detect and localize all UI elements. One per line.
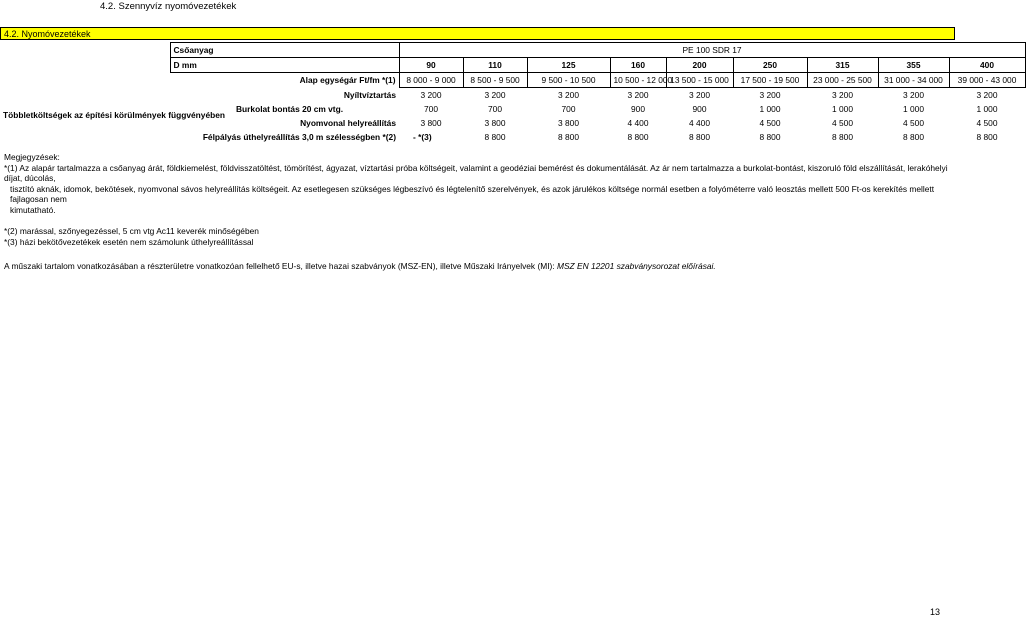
extra-cell: 1 000 [903, 104, 924, 114]
base-price-cell: 17 500 - 19 500 [733, 73, 807, 88]
extra-row-label: Nyíltvíztartás [343, 89, 396, 100]
extra-cell: 4 500 [832, 118, 853, 128]
extra-cell: 3 200 [976, 90, 998, 100]
extra-cell: 900 [631, 104, 645, 114]
extra-cell: 3 200 [420, 90, 442, 100]
standards-note [4, 261, 954, 272]
extra-cell: 8 800 [832, 132, 853, 142]
material-value: PE 100 SDR 17 [399, 43, 1025, 58]
extra-cell: 3 200 [627, 90, 649, 100]
extra-cell: 8 800 [484, 132, 506, 142]
note-1: *(1) Az alapár tartalmazza a csőanyag árát, földkiemelést, földvisszatöltést, tömörítést, ágyazat, víztartási próba költségeit, valamint a geodéziai bemérést és dokumentálását. Az ár nem tartalmazza a burkolat-bontást, kiszoruló föld elszállítását, lerakóhelyi díjat, dúcolás, [4, 162, 948, 183]
section-title-bar [0, 27, 955, 40]
extra-cell: 3 200 [759, 90, 781, 100]
extra-cell: 3 800 [558, 118, 579, 128]
base-price-cell: 31 000 - 34 000 [878, 73, 949, 88]
extra-cell: 8 800 [976, 132, 998, 142]
extra-cell: 8 800 [627, 132, 649, 142]
diameter-row [0, 58, 1025, 73]
base-price-cell: 13 500 - 15 000 [666, 73, 733, 88]
extra-cell: 700 [488, 104, 502, 114]
base-price-label: Alap egységár Ft/fm *(1) [299, 75, 396, 86]
standards-reference: MSZ EN 12201 szabványsorozat előírásai. [556, 261, 716, 271]
material-label: Csőanyag [170, 43, 399, 58]
extra-cell: 3 200 [484, 90, 506, 100]
extra-costs-label: Többletköltségek az építési körülmények függvényében [3, 110, 225, 121]
extra-cell: 4 400 [689, 118, 710, 128]
extra-cell: 1 000 [976, 104, 998, 114]
note-3: *(3) házi bekötővezetékek esetén nem számolunk úthelyreállítással [4, 236, 254, 247]
extra-cell: 3 800 [420, 118, 442, 128]
price-table [0, 42, 1026, 144]
diameter-cell: 250 [733, 58, 807, 73]
diameter-cell: 200 [666, 58, 733, 73]
notes-section [4, 152, 954, 272]
base-price-cell: 39 000 - 43 000 [949, 73, 1025, 88]
extra-row-open-water [0, 88, 1025, 103]
extra-cell: 3 200 [903, 90, 924, 100]
extra-cell-prefix: - *(3) [413, 132, 432, 142]
diameter-cell: 110 [463, 58, 527, 73]
base-price-row [0, 73, 1025, 88]
note-1-end: kimutatható. [10, 204, 56, 215]
page-header-title: 4.2. Szennyvíz nyomóvezetékek [100, 1, 237, 12]
diameter-cell: 125 [527, 58, 610, 73]
standards-text: A műszaki tartalom vonatkozásában a részterületre vonatkozóan fellelhető EU-s, illetve hazai szabványok (MSZ-EN), illetve Műszaki Irányelvek (MI): [4, 261, 557, 271]
section-title: 4.2. Nyomóvezetékek [4, 29, 91, 39]
extra-cell: 3 800 [484, 118, 506, 128]
diameter-cell: 400 [949, 58, 1025, 73]
page-number: 13 [929, 607, 940, 617]
extra-cell: 8 800 [558, 132, 579, 142]
extra-cell: 900 [692, 104, 707, 114]
base-price-cell: 9 500 - 10 500 [527, 73, 610, 88]
diameter-cell: 90 [399, 58, 463, 73]
extra-cell: 700 [424, 104, 438, 114]
base-price-cell: 8 500 - 9 500 [463, 73, 527, 88]
notes-heading: Megjegyzések: [4, 152, 60, 162]
base-price-cell: 10 500 - 12 000 [610, 73, 666, 88]
material-row [0, 43, 1025, 58]
extra-row-label: Félpályás úthelyreállítás 3,0 m szélességben *(2) [202, 132, 396, 142]
diameter-label: D mm [170, 58, 399, 73]
extra-cell: 3 200 [558, 90, 579, 100]
base-price-cell: 8 000 - 9 000 [399, 73, 463, 88]
extra-cell: 4 400 [627, 118, 649, 128]
extra-cell: 3 200 [832, 90, 853, 100]
extra-cell: 700 [561, 104, 576, 114]
note-2: *(2) marással, szőnyegezéssel, 5 cm vtg Ac11 keverék minőségében [4, 226, 259, 236]
extra-row-label: Burkolat bontás 20 cm vtg. [236, 104, 344, 114]
extra-row-label: Nyomvonal helyreállítás [300, 118, 396, 128]
extra-cell: 1 000 [832, 104, 853, 114]
extra-cell: 4 500 [903, 118, 924, 128]
diameter-cell: 160 [610, 58, 666, 73]
extra-cell: 4 500 [976, 118, 998, 128]
diameter-cell: 315 [807, 58, 878, 73]
diameter-cell: 355 [878, 58, 949, 73]
extra-cell: 1 000 [759, 104, 781, 114]
extra-cell: 8 800 [903, 132, 924, 142]
extra-cell: 4 500 [759, 118, 781, 128]
base-price-cell: 23 000 - 25 500 [807, 73, 878, 88]
note-1-continued: tisztító aknák, idomok, bekötések, nyomvonal sávos helyreállítás költségeit. Az esetlegesen szükséges légbeszívó és légtelenítő szerelvények, és azok járulékos költsége normál esetben a folyóméterre való leosztás mellett 500 Ft-os kerekítés mellett fajlagosan nem [10, 183, 935, 204]
extra-cell: 8 800 [759, 132, 781, 142]
extra-cell: 3 200 [689, 90, 710, 100]
extra-cell: 8 800 [689, 132, 710, 142]
